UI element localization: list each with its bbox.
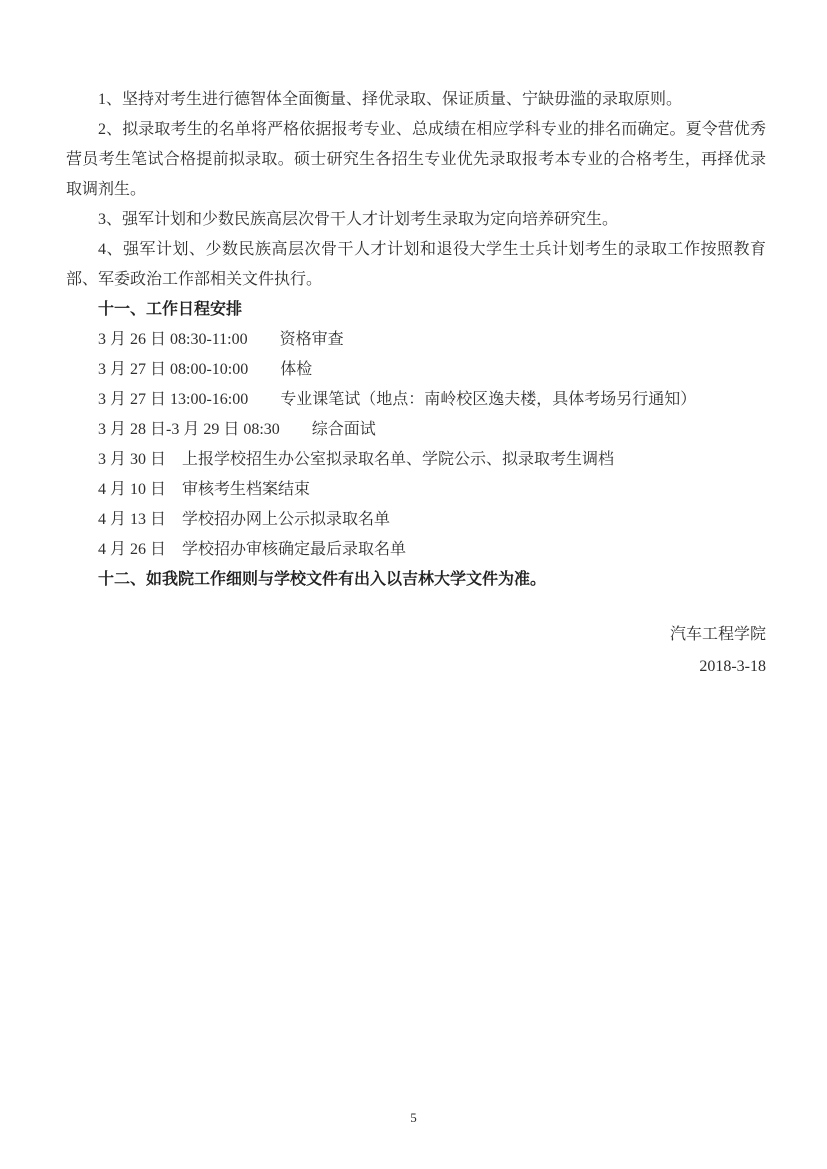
- signature-block: [66, 619, 766, 683]
- signature-organization: 汽车工程学院: [669, 626, 766, 643]
- page-number: 5: [410, 1110, 417, 1125]
- schedule-item-7: 4 月 13 日 学校招办网上公示拟录取名单: [98, 511, 391, 528]
- paragraph-1: 1、坚持对考生进行德智体全面衡量、择优录取、保证质量、宁缺毋滥的录取原则。: [98, 91, 683, 108]
- section-12-heading: 十二、如我院工作细则与学校文件有出入以吉林大学文件为准。: [98, 571, 547, 588]
- schedule-item-2: 3 月 27 日 08:00-10:00 体检: [98, 361, 313, 378]
- schedule-item-1: 3 月 26 日 08:30-11:00 资格审查: [98, 331, 344, 348]
- paragraph-3: 3、强军计划和少数民族高层次骨干人才计划考生录取为定向培养研究生。: [98, 211, 619, 228]
- schedule-item-5: 3 月 30 日 上报学校招生办公室拟录取名单、学院公示、拟录取考生调档: [98, 451, 615, 468]
- schedule-item-8: 4 月 26 日 学校招办审核确定最后录取名单: [98, 541, 407, 558]
- schedule-item-6: 4 月 10 日 审核考生档案结束: [98, 481, 311, 498]
- signature-date: 2018-3-18: [699, 658, 766, 675]
- paragraph-4: 4、强军计划、少数民族高层次骨干人才计划和退役大学生士兵计划考生的录取工作按照教育部、军委政治工作部相关文件执行。: [66, 241, 766, 288]
- schedule-item-3: 3 月 27 日 13:00-16:00 专业课笔试（地点：南岭校区逸夫楼，具体考场另行通知）: [98, 391, 697, 408]
- section-11-heading: 十一、工作日程安排: [98, 301, 243, 318]
- schedule-item-4: 3 月 28 日-3 月 29 日 08:30 综合面试: [98, 421, 376, 438]
- paragraph-2: 2、拟录取考生的名单将严格依据报考专业、总成绩在相应学科专业的排名而确定。夏令营优秀营员考生笔试合格提前拟录取。硕士研究生各招生专业优先录取报考本专业的合格考生，再择优录取调剂生。: [66, 121, 766, 198]
